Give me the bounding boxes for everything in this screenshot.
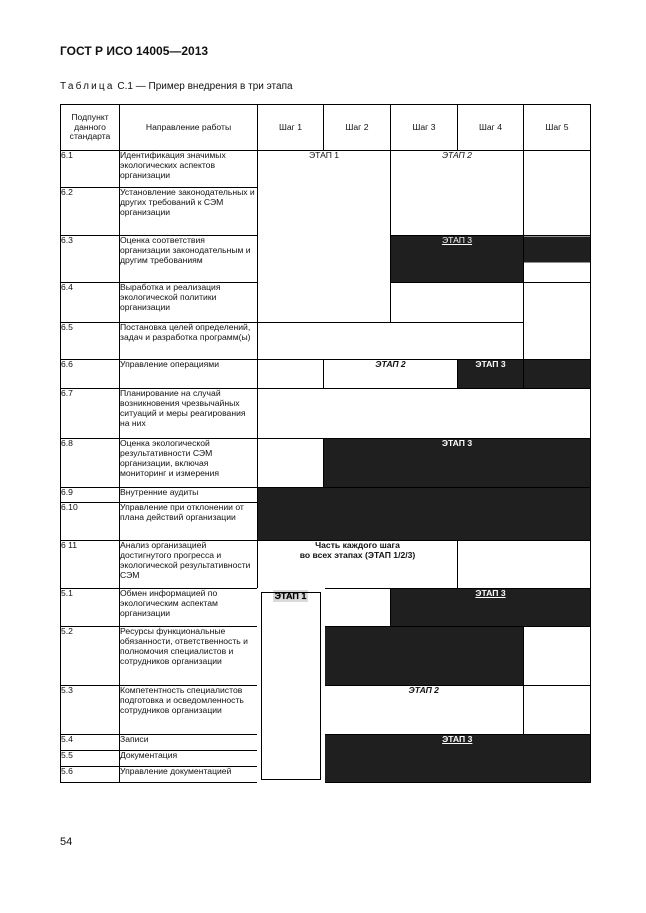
- caption-lead: Таблица: [60, 81, 115, 92]
- row-direction: Оценка экологической результативности СЭМ организации, включая мониторинг и измерения: [120, 439, 258, 488]
- row-number: 6.4: [61, 283, 120, 323]
- row-number: 6.3: [61, 236, 120, 283]
- header-step-4: Шаг 4: [458, 105, 524, 151]
- stage-cell-etap3: [458, 360, 524, 389]
- table-row: [61, 589, 591, 627]
- caption-text: С.1 — Пример внедрения в три этапа: [117, 81, 293, 92]
- header-direction: Направление работы: [120, 105, 258, 151]
- stage-cell-etap1: [258, 589, 324, 783]
- empty-cell: [458, 541, 591, 589]
- stage-label: ЭТАП 1: [274, 590, 307, 601]
- empty-cell: [258, 323, 524, 360]
- row-number: 6.5: [61, 323, 120, 360]
- row-direction: Обмен информацией по экологическим аспектам организации: [120, 589, 258, 627]
- empty-cell: [524, 283, 591, 360]
- header-clause: Подпункт данного стандарта: [61, 105, 120, 151]
- row-direction: Установление законодательных и других требований к СЭМ организации: [120, 188, 258, 236]
- dark-block: [524, 236, 591, 283]
- row-direction: Планирование на случай возникновения чрезвычайных ситуаций и меры реагирования на них: [120, 389, 258, 439]
- row-number: 6.7: [61, 389, 120, 439]
- row-direction: Идентификация значимых экологических аспектов организации: [120, 151, 258, 188]
- row-direction: Документация: [120, 751, 258, 767]
- stage-cell-combined: [258, 541, 458, 589]
- table-row: [61, 541, 591, 589]
- table-header-row: [61, 105, 591, 151]
- stage-cell-etap1: [258, 151, 391, 323]
- row-number: 6.8: [61, 439, 120, 488]
- table-row: [61, 627, 591, 686]
- stage-label: ЭТАП 3: [475, 359, 506, 369]
- empty-cell: [324, 589, 391, 627]
- combined-line-1: Часть каждого шага: [315, 540, 400, 550]
- row-direction: Управление документацией: [120, 767, 258, 783]
- header-step-1: Шаг 1: [258, 105, 324, 151]
- dark-block: [524, 360, 591, 389]
- row-number: 6.2: [61, 188, 120, 236]
- row-direction: Компетентность специалистов подготовка и осведомленность сотрудников организации: [120, 686, 258, 735]
- table-row: [61, 323, 591, 360]
- row-direction: Управление при отклонении от плана действий организации: [120, 503, 258, 541]
- header-step-3: Шаг 3: [391, 105, 458, 151]
- empty-cell: [258, 389, 591, 439]
- empty-cell: [391, 283, 524, 323]
- table-row: [61, 686, 591, 735]
- row-number: 5.2: [61, 627, 120, 686]
- stage-cell-etap3: [324, 439, 591, 488]
- stage-label: ЭТАП 2: [408, 685, 439, 695]
- row-direction: Постановка целей определений, задач и разработка программ(ы): [120, 323, 258, 360]
- document-header: ГОСТ Р ИСО 14005—2013: [60, 44, 209, 58]
- row-direction: Ресурсы функциональные обязанности, ответственность и полномочия специалистов и сотрудников организации: [120, 627, 258, 686]
- stage-cell-etap2: [391, 151, 524, 236]
- row-number: 5.3: [61, 686, 120, 735]
- stage-label: ЭТАП 3: [441, 438, 473, 448]
- row-direction: Управление операциями: [120, 360, 258, 389]
- stages-table: [60, 104, 591, 784]
- empty-cell: [524, 627, 591, 686]
- dark-block: [324, 627, 524, 686]
- row-direction: Записи: [120, 735, 258, 751]
- header-step-5: Шаг 5: [524, 105, 591, 151]
- combined-line-2: во всех этапах (ЭТАП 1/2/3): [299, 549, 416, 560]
- row-direction: Внутренние аудиты: [120, 488, 258, 503]
- stage-label: ЭТАП 1: [308, 150, 340, 160]
- row-number: 5.5: [61, 751, 120, 767]
- stage-label: ЭТАП 2: [375, 359, 406, 369]
- stage-label: ЭТАП 2: [442, 150, 472, 160]
- empty-cell: [258, 439, 324, 488]
- row-number: 6 11: [61, 541, 120, 589]
- table-row: [61, 735, 591, 751]
- row-number: 5.1: [61, 589, 120, 627]
- row-number: 6.10: [61, 503, 120, 541]
- row-direction: Анализ организацией достигнутого прогресса и экологической результативности СЭМ: [120, 541, 258, 589]
- page-number: 54: [60, 836, 73, 848]
- stage-cell-etap3: [324, 735, 591, 783]
- row-number: 5.4: [61, 735, 120, 751]
- table-row: [61, 151, 591, 188]
- stage-label: ЭТАП 3: [442, 734, 473, 744]
- stage-cell-etap2: [324, 360, 458, 389]
- table-row: [61, 389, 591, 439]
- row-number: 6.9: [61, 488, 120, 503]
- table-row: [61, 439, 591, 488]
- table-row: [61, 360, 591, 389]
- row-number: 5.6: [61, 767, 120, 783]
- row-number: 6.1: [61, 151, 120, 188]
- empty-cell: [524, 686, 591, 735]
- row-number: 6.6: [61, 360, 120, 389]
- row-direction: Оценка соответствия организации законодательным и другим требованиям: [120, 236, 258, 283]
- table-row: [61, 488, 591, 503]
- stage-cell-etap3: [391, 589, 591, 627]
- dark-block: [258, 488, 591, 541]
- stage-label: ЭТАП 3: [441, 235, 473, 245]
- stage-cell-etap3: [391, 236, 524, 283]
- table-caption: [60, 81, 293, 92]
- stage-label: ЭТАП 3: [475, 588, 506, 598]
- empty-cell: [524, 151, 591, 236]
- header-step-2: Шаг 2: [324, 105, 391, 151]
- stage-cell-etap2: [324, 686, 524, 735]
- empty-cell: [258, 360, 324, 389]
- row-direction: Выработка и реализация экологической политики организации: [120, 283, 258, 323]
